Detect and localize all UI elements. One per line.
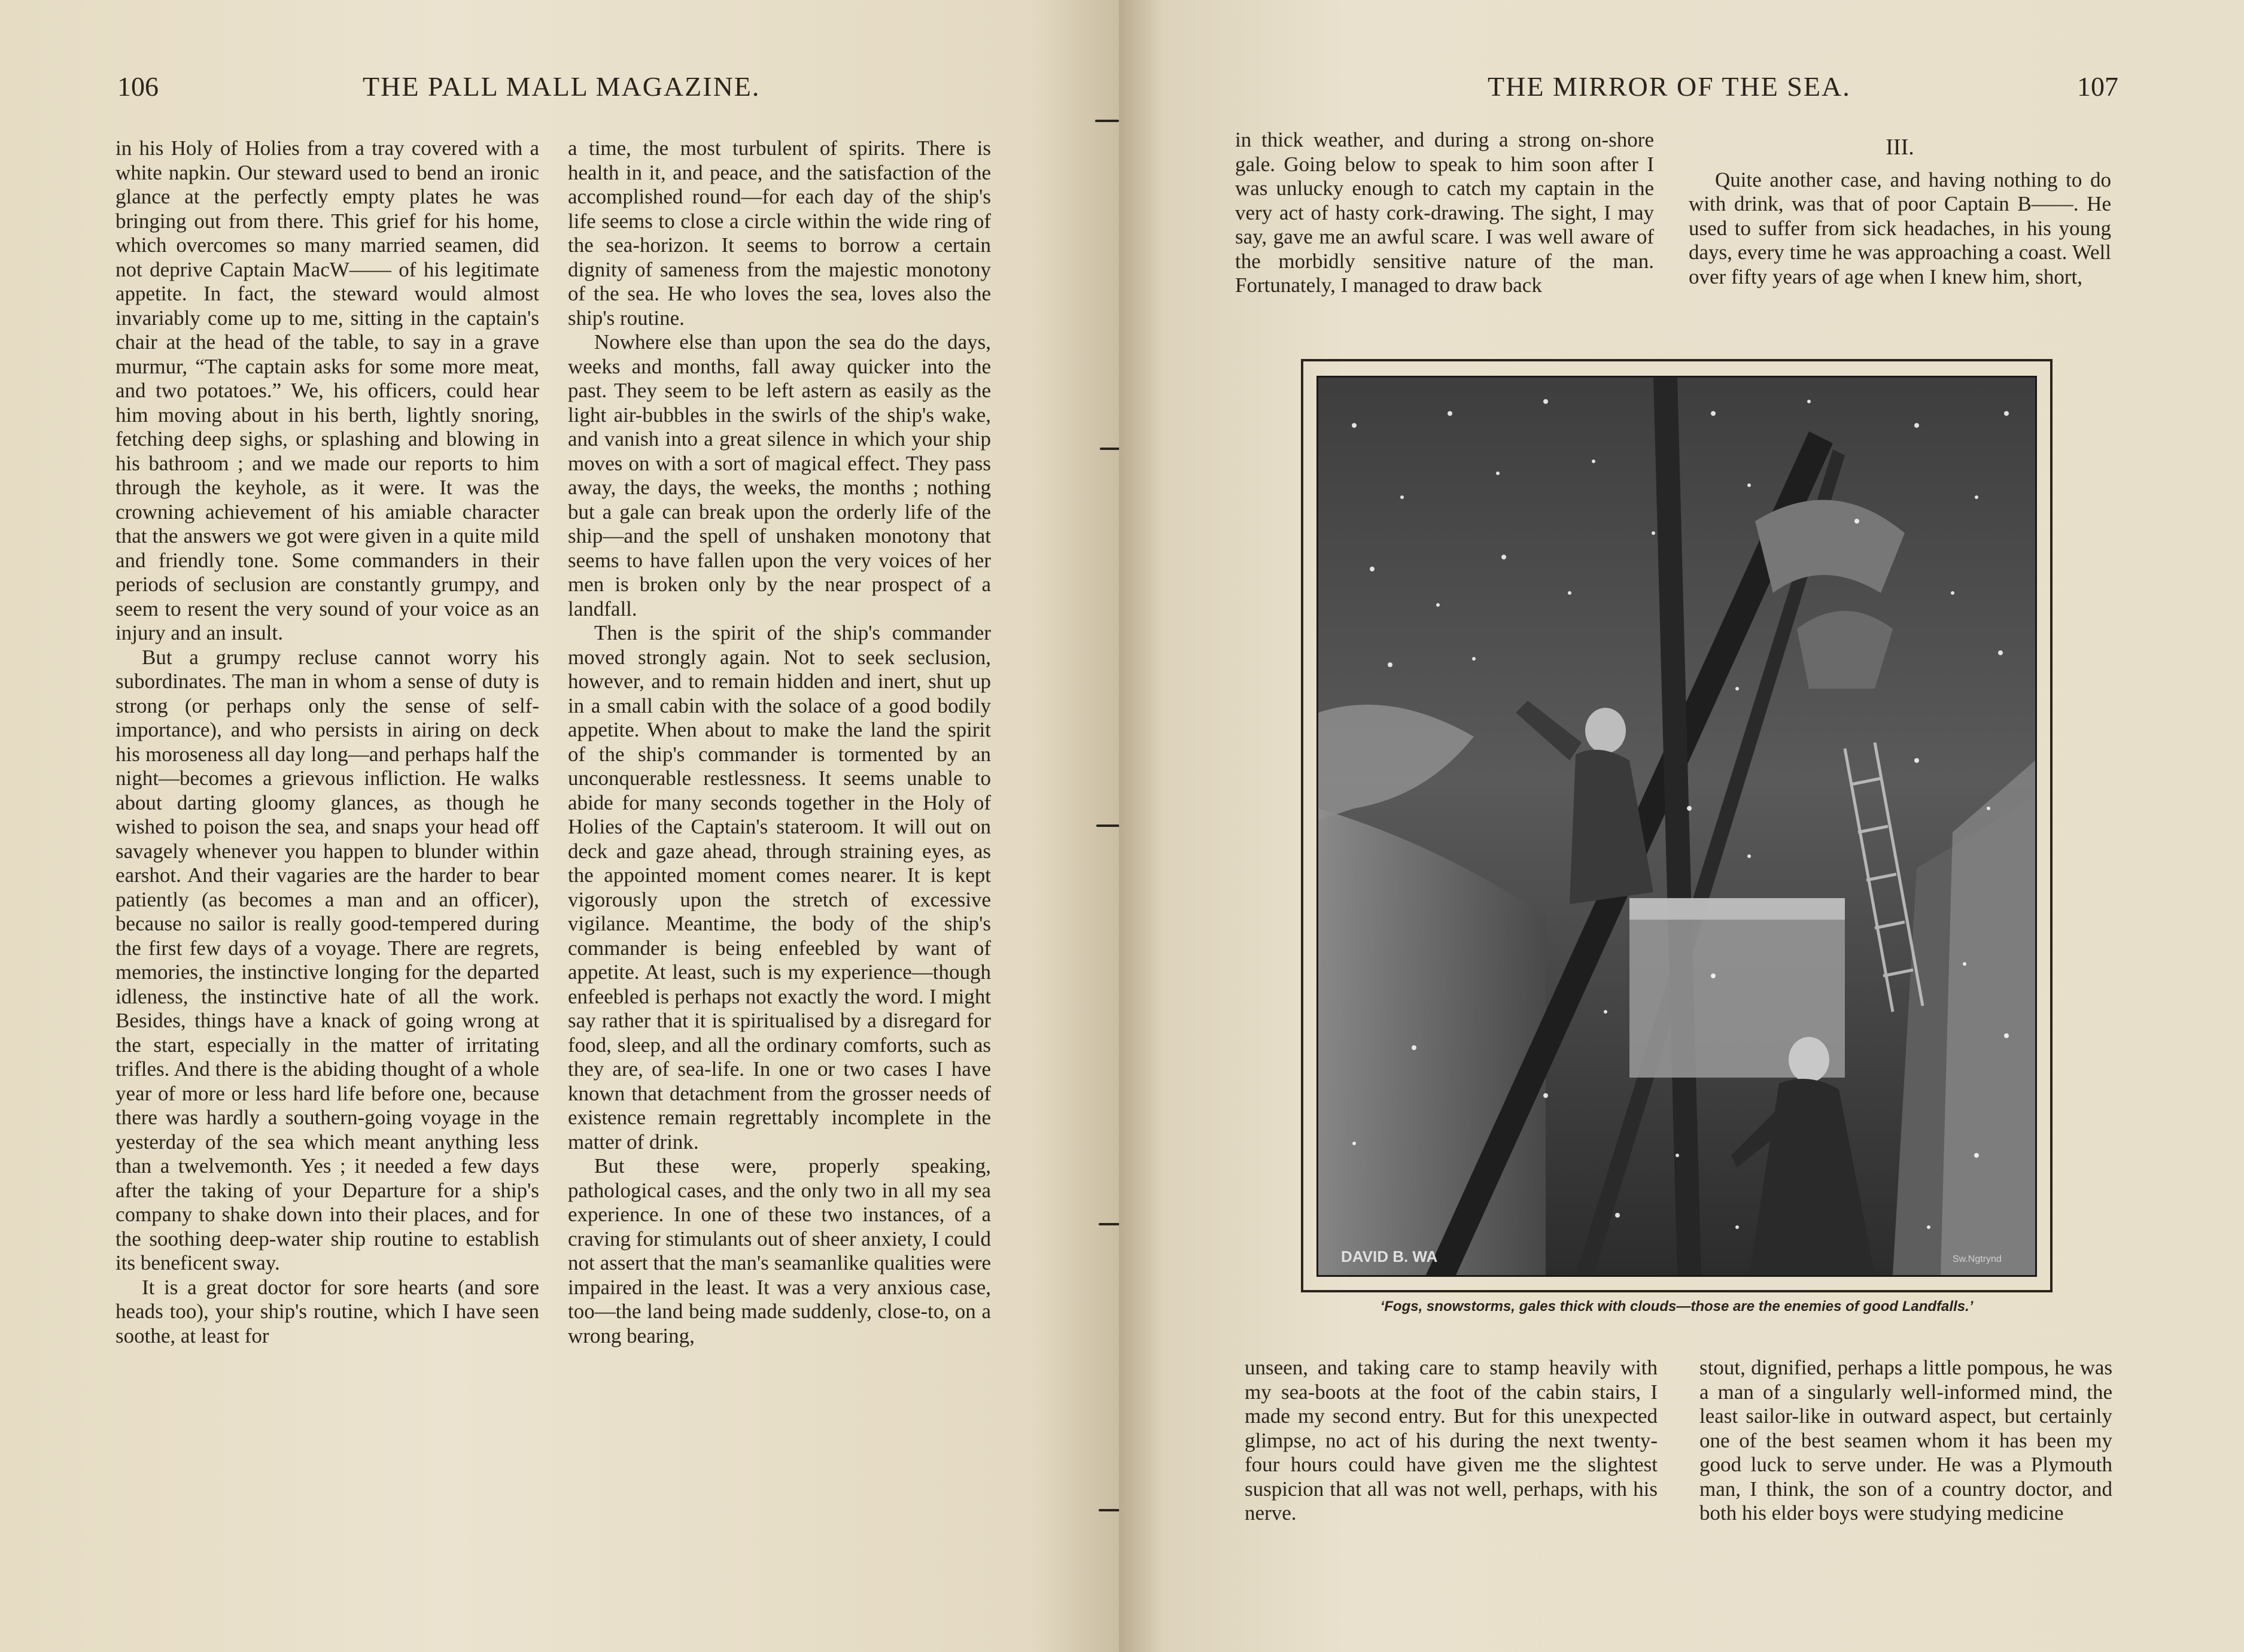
- right-column-2-top: [1689, 135, 2111, 289]
- paragraph: a time, the most turbulent of spirits. There is health in it, and peace, and the satisfaction of the accomplished round—for each day of the ship's life seems to close a circle within the wide ring of the sea-horizon. It seems to borrow a certain dignity of sameness from the majestic monotony of the sea. He who loves the sea, loves also the ship's routine.: [568, 136, 991, 330]
- paragraph: Then is the spirit of the ship's commander moved strongly again. Not to seek seclusion, however, and to remain hidden and inert, shut up in a small cabin with the solace of a good bodily appetite. When about to make the land the spirit of the ship's commander is tormented by an unconquerable restlessness. It seems unable to abide for many seconds together in the Holy of Holies of the Captain's stateroom. It will out on deck and gaze ahead, through straining eyes, as the appointed moment comes nearer. It is kept vigorously upon the stretch of excessive vigilance. Meantime, the body of the ship's commander is being enfeebled by want of appetite. At least, such is my experience—though enfeebled is perhaps not exactly the word. I might say rather that it is spiritualised by a disregard for food, sleep, and all the ordinary comforts, such as they are, of sea-life. In one or two cases I have known that detachment from the grosser needs of existence remain regrettably incomplete in the matter of drink.: [568, 621, 991, 1154]
- paragraph: But a grumpy recluse cannot worry his subordinates. The man in whom a sense of duty is strong (or perhaps only the sense of self-importance), and who persists in airing on deck his moroseness all day long—and perhaps half the night—becomes a grievous infliction. He walks about darting gloomy glances, as though he wished to poison the sea, and snaps your head off savagely whenever you happen to blunder within earshot. And their vagaries are the harder to bear patiently (as becomes a man and an officer), because no sailor is really good-tempered during the first few days of a voyage. There are regrets, memories, the instinctive longing for the departed idleness, the instinctive hate of all the work. Besides, things have a knack of going wrong at the start, especially in the matter of irritating trifles. And there is the abiding thought of a whole year of more or less hard life before one, because there was hardly a southern-going voyage in the yesterday of the sea which meant anything less than a twelvemonth. Yes ; it needed a few days after the taking of your Departure for a ship's company to shake down into their places, and for the soothing deep-water ship routine to establish its beneficent sway.: [115, 645, 539, 1274]
- running-head-left: THE PALL MALL MAGAZINE.: [363, 71, 761, 102]
- right-column-2-bottom: [1699, 1356, 2112, 1526]
- running-head-right: THE MIRROR OF THE SEA.: [1488, 71, 1851, 102]
- illustration: [1316, 376, 2037, 1277]
- paragraph: stout, dignified, perhaps a little pompous, he was a man of a singularly well-informed mind, the least sailor-like in outward aspect, but certainly one of the best seamen whom it has been my good luck to serve under. He was a Plymouth man, I think, the son of a country doctor, and both his elder boys were studying medicine: [1699, 1356, 2112, 1525]
- page-number-left: 106: [117, 71, 159, 102]
- artist-signature: DAVID B. WA: [1341, 1248, 1438, 1265]
- illustration-caption: ‘Fogs, snowstorms, gales thick with clouds—those are the enemies of good Landfalls.’: [1380, 1298, 1974, 1315]
- left-column-2: [568, 136, 991, 1348]
- page-number-right: 107: [2077, 71, 2118, 102]
- binding-stitch: [1095, 120, 1119, 122]
- paragraph: in thick weather, and during a strong on-shore gale. Going below to speak to him soon after I was unlucky enough to catch my captain in the very act of hasty cork-drawing. The sight, I may say, gave me an awful scare. I was well aware of the morbidly sensitive nature of the man. Fortunately, I managed to draw back: [1235, 128, 1654, 297]
- paragraph: Nowhere else than upon the sea do the days, weeks and months, fall away quicker into the past. They seem to be left astern as easily as the light air-bubbles in the swirls of the ship's wake, and vanish into a great silence in which your ship moves on with a sort of magical effect. They pass away, the days, the weeks, the months ; nothing but a gale can break upon the orderly life of the ship—and the spell of unshaken monotony that seems to have fallen upon the very voices of her men is broken only by the near prospect of a landfall.: [568, 330, 991, 620]
- engraver-signature: Sw.Ngtrynd: [1953, 1254, 2002, 1264]
- paragraph: Quite another case, and having nothing to do with drink, was that of poor Captain B——. He used to suffer from sick headaches, in his young days, every time he was approaching a coast. Well over fifty years of age when I knew him, short,: [1689, 168, 2111, 288]
- left-page: [0, 0, 1119, 1652]
- paragraph: unseen, and taking care to stamp heavily with my sea-boots at the foot of the cabin stairs, I made my second entry. But for this unexpected glimpse, no act of his during the next twenty-four hours could have given me the slightest suspicion that all was not well, perhaps, with his nerve.: [1245, 1356, 1658, 1525]
- left-column-1: [115, 136, 539, 1348]
- section-number: III.: [1886, 135, 1914, 160]
- binding-stitch: [1096, 825, 1120, 827]
- right-column-1-top: [1235, 128, 1654, 298]
- paragraph: in his Holy of Holies from a tray covered with a white napkin. Our steward used to bend an ironic glance at the perfectly empty plates he was bringing out from there. This grief for his home, which overcomes so many married seamen, did not deprive Captain MacW—— of his legitimate appetite. In fact, the steward would almost invariably come up to me, sitting in the captain's chair at the head of the table, to say in a grave murmur, “The captain asks for some more meat, and two potatoes.” We, his officers, could hear him moving about in his berth, lightly snoring, fetching deep sighs, or splashing and blowing in his bathroom ; and we made our reports to him through the keyhole, as it were. It was the crowning achievement of his amiable character that the answers we got were given in a quite mild and friendly tone. Some commanders in their periods of seclusion are constantly grumpy, and seem to resent the very sound of your voice as an injury and an insult.: [115, 136, 539, 644]
- paragraph: But these were, properly speaking, pathological cases, and the only two in all my sea experience. In one of these two instances, of a craving for stimulants out of sheer anxiety, I could not assert that the man's seamanlike qualities were impaired in the least. It was a very anxious case, too—the land being made suddenly, close-to, on a wrong bearing,: [568, 1154, 991, 1347]
- right-column-1-bottom: [1245, 1356, 1658, 1526]
- paragraph: It is a great doctor for sore hearts (and sore heads too), your ship's routine, which I have seen soothe, at least for: [115, 1275, 539, 1347]
